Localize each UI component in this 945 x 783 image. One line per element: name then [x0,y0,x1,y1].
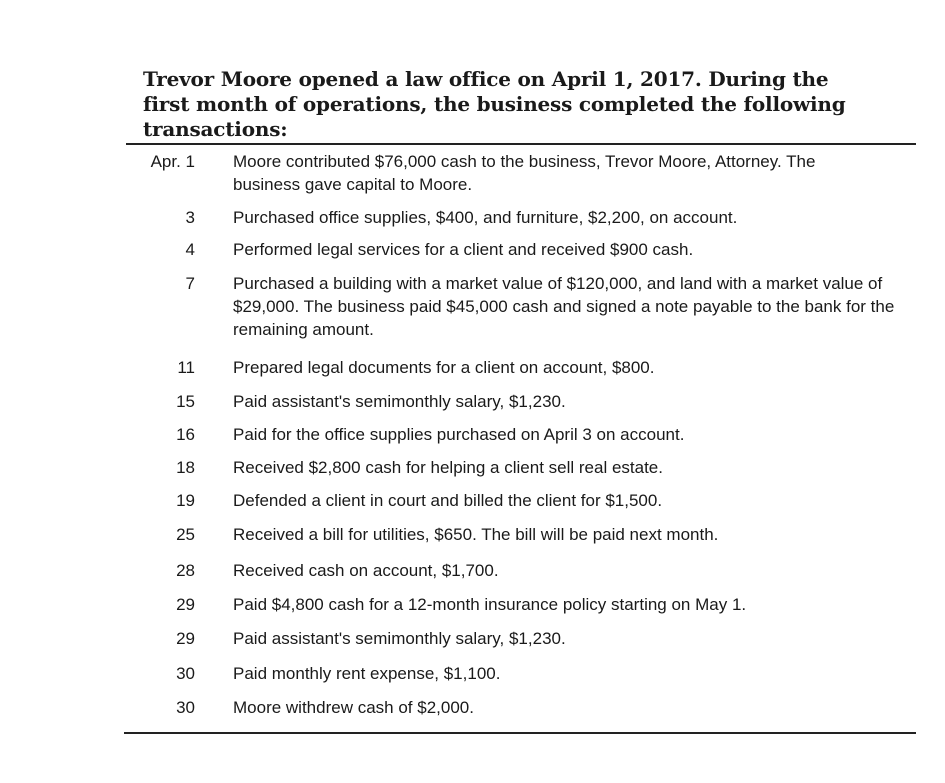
transaction-description: Received $2,800 cash for helping a client sell real estate. [233,458,663,477]
transaction-description: Moore contributed $76,000 cash to the business, Trevor Moore, Attorney. The business gave capital to Moore. [233,152,816,194]
transaction-date: 28 [176,561,195,580]
transaction-date: 4 [185,240,195,259]
transaction-date: 7 [185,274,195,293]
transaction-date: 18 [176,458,195,477]
transaction-date: 3 [185,208,195,227]
transaction-description: Prepared legal documents for a client on account, $800. [233,358,655,377]
transaction-description: Purchased a building with a market value of $120,000, and land with a market value of $29,000. The business paid $45,000 cash and signed a note payable to the bank for the remaining amount. [233,274,895,339]
transaction-date: 30 [176,698,195,717]
transaction-description: Purchased office supplies, $400, and furniture, $2,200, on account. [233,208,738,227]
transaction-date: 15 [176,392,195,411]
transaction-description: Performed legal services for a client and received $900 cash. [233,240,694,259]
transaction-description: Received cash on account, $1,700. [233,561,499,580]
transaction-description: Received a bill for utilities, $650. The bill will be paid next month. [233,525,719,544]
top-divider [126,143,916,145]
transaction-date: 29 [176,595,195,614]
transaction-date: 29 [176,629,195,648]
transaction-date: Apr. 1 [150,152,195,171]
transaction-description: Defended a client in court and billed the client for $1,500. [233,491,663,510]
transaction-date: 30 [176,664,195,683]
transaction-date: 16 [176,425,195,444]
transaction-date: 11 [177,358,195,377]
transaction-description: Paid assistant's semimonthly salary, $1,230. [233,392,566,411]
transaction-description: Paid $4,800 cash for a 12-month insurance policy starting on May 1. [233,595,747,614]
bottom-divider [124,732,916,734]
transaction-description: Paid for the office supplies purchased on April 3 on account. [233,425,685,444]
intro-paragraph: Trevor Moore opened a law office on April 1, 2017. During the first month of operations, the business completed the following transactions: [143,67,846,141]
transaction-description: Moore withdrew cash of $2,000. [233,698,474,717]
transaction-date: 19 [176,491,195,510]
transaction-date: 25 [176,525,195,544]
transaction-description: Paid monthly rent expense, $1,100. [233,664,501,683]
transaction-description: Paid assistant's semimonthly salary, $1,230. [233,629,566,648]
